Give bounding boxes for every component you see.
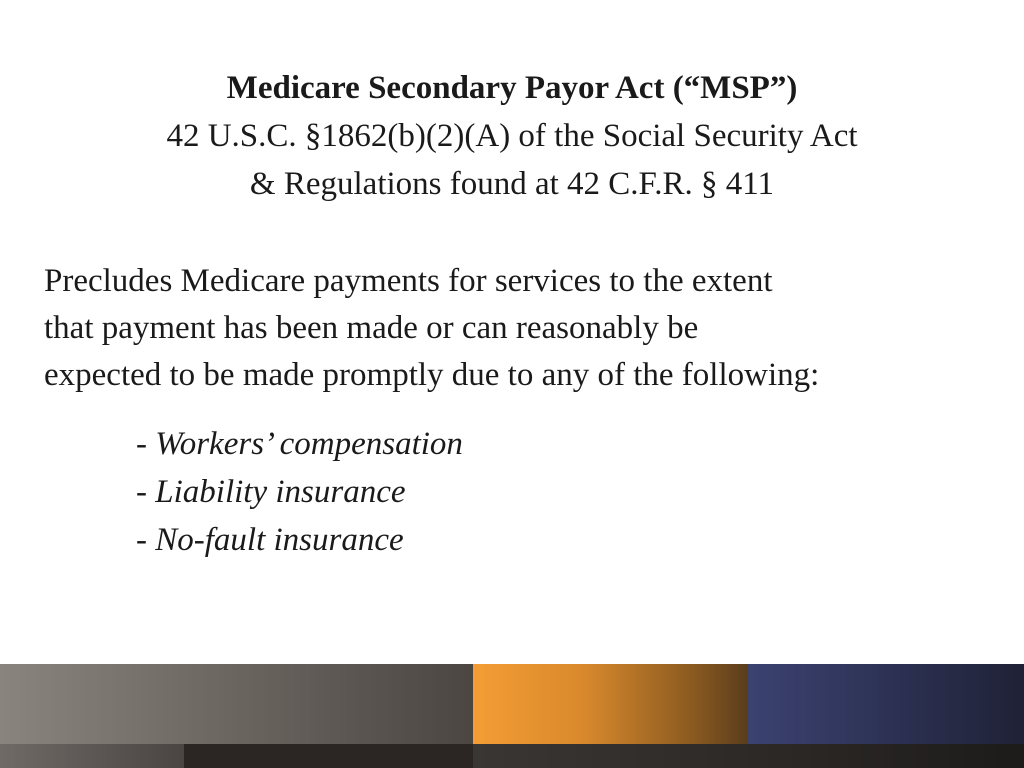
footer-decoration — [0, 664, 1024, 768]
bullet-dash: - — [136, 474, 156, 510]
body-line-2: that payment has been made or can reasonably be — [44, 310, 699, 346]
bullet-dash: - — [136, 426, 156, 462]
footer-band-orange — [473, 664, 748, 744]
footer-strip-middle — [184, 744, 473, 768]
footer-band-navy — [748, 664, 1024, 744]
footer-strip-left — [0, 744, 184, 768]
bullet-term: No-fault insurance — [155, 522, 404, 558]
bullet-item-liability-insurance — [136, 468, 463, 516]
bullet-term: Workers’ compensation — [155, 426, 463, 462]
body-line-1: Precludes Medicare payments for services to the extent — [44, 263, 773, 299]
footer-band-gray — [0, 664, 473, 744]
bullet-term: Liability insurance — [155, 474, 406, 510]
footer-strip-right — [473, 744, 1024, 768]
body-paragraph — [44, 258, 1004, 399]
slide-title: Medicare Secondary Payor Act (“MSP”) — [226, 70, 798, 106]
bullet-item-workers-compensation — [136, 420, 463, 468]
bullet-item-no-fault-insurance — [136, 516, 463, 564]
body-line-3: expected to be made promptly due to any of the following: — [44, 357, 820, 393]
slide-heading — [0, 64, 1024, 208]
citation-line-1: 42 U.S.C. §1862(b)(2)(A) of the Social Security Act — [166, 118, 858, 154]
citation-line-2: & Regulations found at 42 C.F.R. § 411 — [249, 166, 775, 202]
bullet-list — [136, 420, 463, 564]
bullet-dash: - — [136, 522, 156, 558]
